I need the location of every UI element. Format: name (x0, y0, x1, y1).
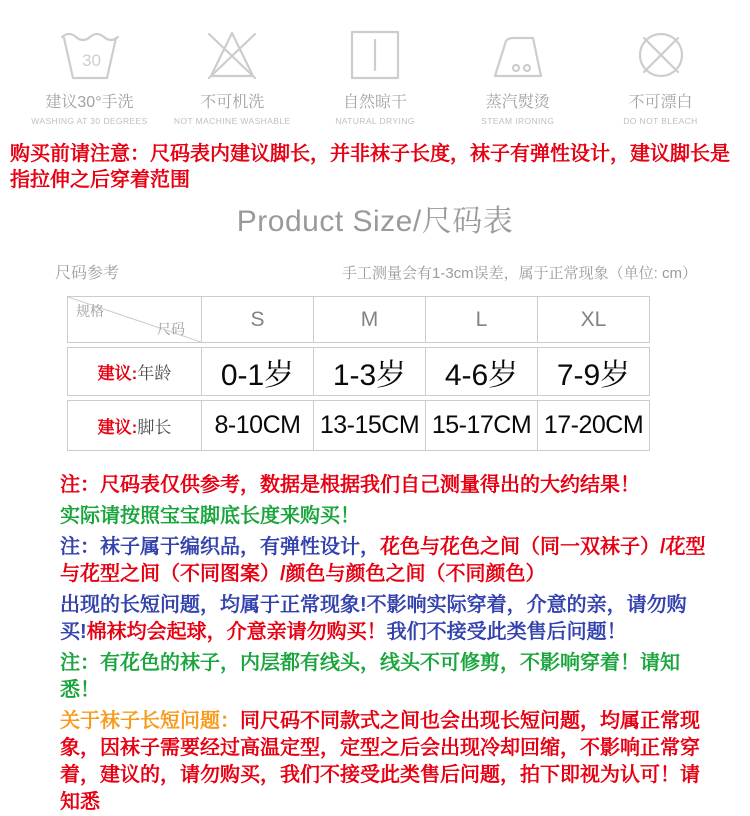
svg-text:30: 30 (81, 51, 101, 70)
no-machine-wash-icon (199, 26, 265, 84)
column-header-xl: XL (537, 297, 649, 342)
size-reference-label: 尺码参考 (55, 265, 120, 282)
column-header-m: M (313, 297, 425, 342)
row-label-prefix: 建议: (97, 364, 138, 383)
note-inner-threads: 注：有花色的袜子，内层都有线头，线头不可修剪，不影响穿着！请知悉！ (60, 652, 680, 701)
table-row-foot-length (67, 400, 650, 451)
care-icon-no-machine-wash (165, 26, 300, 126)
column-header-l: L (425, 297, 537, 342)
care-icon-no-bleach (593, 26, 728, 126)
note-knitted-elastic: 注：袜子属于编织品，有弹性设计，花色与花色之间（同一双袜子）/花型与花型之间（不同图案）/颜色与颜色之间（不同颜色） (60, 536, 706, 585)
corner-label-spec: 规格 (76, 303, 104, 319)
age-value-xl: 7-9岁 (537, 348, 649, 395)
row-label-text: 脚长 (137, 418, 172, 437)
care-icon-natural-dry (308, 26, 443, 126)
row-label-foot-length (68, 401, 201, 450)
care-icons-row (0, 0, 750, 126)
note-length-difference: 出现的长短问题，均属于正常现象!不影响实际穿着，介意的亲，请勿购买!棉袜均会起球，介意亲请勿购买！我们不接受此类售后问题！ (60, 594, 687, 643)
foot-length-value-m: 13-15CM (313, 401, 425, 450)
age-value-l: 4-6岁 (425, 348, 537, 395)
notes-section (60, 472, 712, 816)
age-value-m: 1-3岁 (313, 348, 425, 395)
row-label-prefix: 建议: (97, 418, 138, 437)
care-icon-sublabel: STEAM IRONING (481, 116, 555, 126)
note-about-sock-length: 关于袜子长短问题：同尺码不同款式之间也会出现长短问题，均属正常现象，因袜子需要经过高温定型，定型之后会出现冷却回缩，不影响正常穿着，建议的，请勿购买，我们不接受此类售后问题，拍下即视为认可！请知悉 (60, 710, 700, 813)
purchase-notice: 购买前请注意：尺码表内建议脚长，并非袜子长度，袜子有弹性设计，建议脚长是指拉伸之后穿着范围 (10, 143, 730, 191)
measurement-tolerance-note: 手工测量会有1-3cm误差，属于正常现象（单位: cm） (341, 265, 697, 282)
note-size-table-reference: 注：尺码表仅供参考，数据是根据我们自己测量得出的大约结果！ (60, 474, 640, 496)
care-icon-sublabel: WASHING AT 30 DEGREES (31, 116, 148, 126)
no-bleach-icon (628, 26, 694, 84)
foot-length-value-s: 8-10CM (201, 401, 313, 450)
care-icon-label: 自然晾干 (342, 94, 407, 111)
care-icon-handwash (22, 26, 157, 126)
foot-length-value-l: 15-17CM (425, 401, 537, 450)
column-header-s: S (201, 297, 313, 342)
care-icon-sublabel: DO NOT BLEACH (623, 116, 698, 126)
note-buy-by-foot-length: 实际请按照宝宝脚底长度来购买！ (60, 505, 360, 527)
size-table-header-row (67, 296, 650, 343)
steam-iron-icon (485, 26, 551, 84)
row-label-text: 年龄 (137, 364, 172, 383)
handwash-30-icon (57, 26, 123, 84)
page-title: Product Size/尺码表 (236, 205, 514, 238)
care-icon-sublabel: NOT MACHINE WASHABLE (173, 116, 291, 126)
size-reference-row (55, 260, 697, 283)
table-corner-cell (68, 297, 201, 342)
size-table (67, 296, 650, 451)
row-label-age (68, 348, 201, 395)
care-icon-label: 不可漂白 (628, 94, 693, 111)
care-icon-steam-iron (450, 26, 585, 126)
care-icon-label: 建议30°手洗 (45, 94, 134, 111)
foot-length-value-xl: 17-20CM (537, 401, 649, 450)
care-icon-label: 不可机洗 (200, 94, 265, 111)
care-icon-sublabel: NATURAL DRYING (335, 116, 415, 126)
table-row-age (67, 347, 650, 396)
natural-dry-icon (342, 26, 408, 84)
age-value-s: 0-1岁 (201, 348, 313, 395)
care-icon-label: 蒸汽熨烫 (485, 94, 550, 111)
corner-label-size: 尺码 (157, 321, 185, 337)
